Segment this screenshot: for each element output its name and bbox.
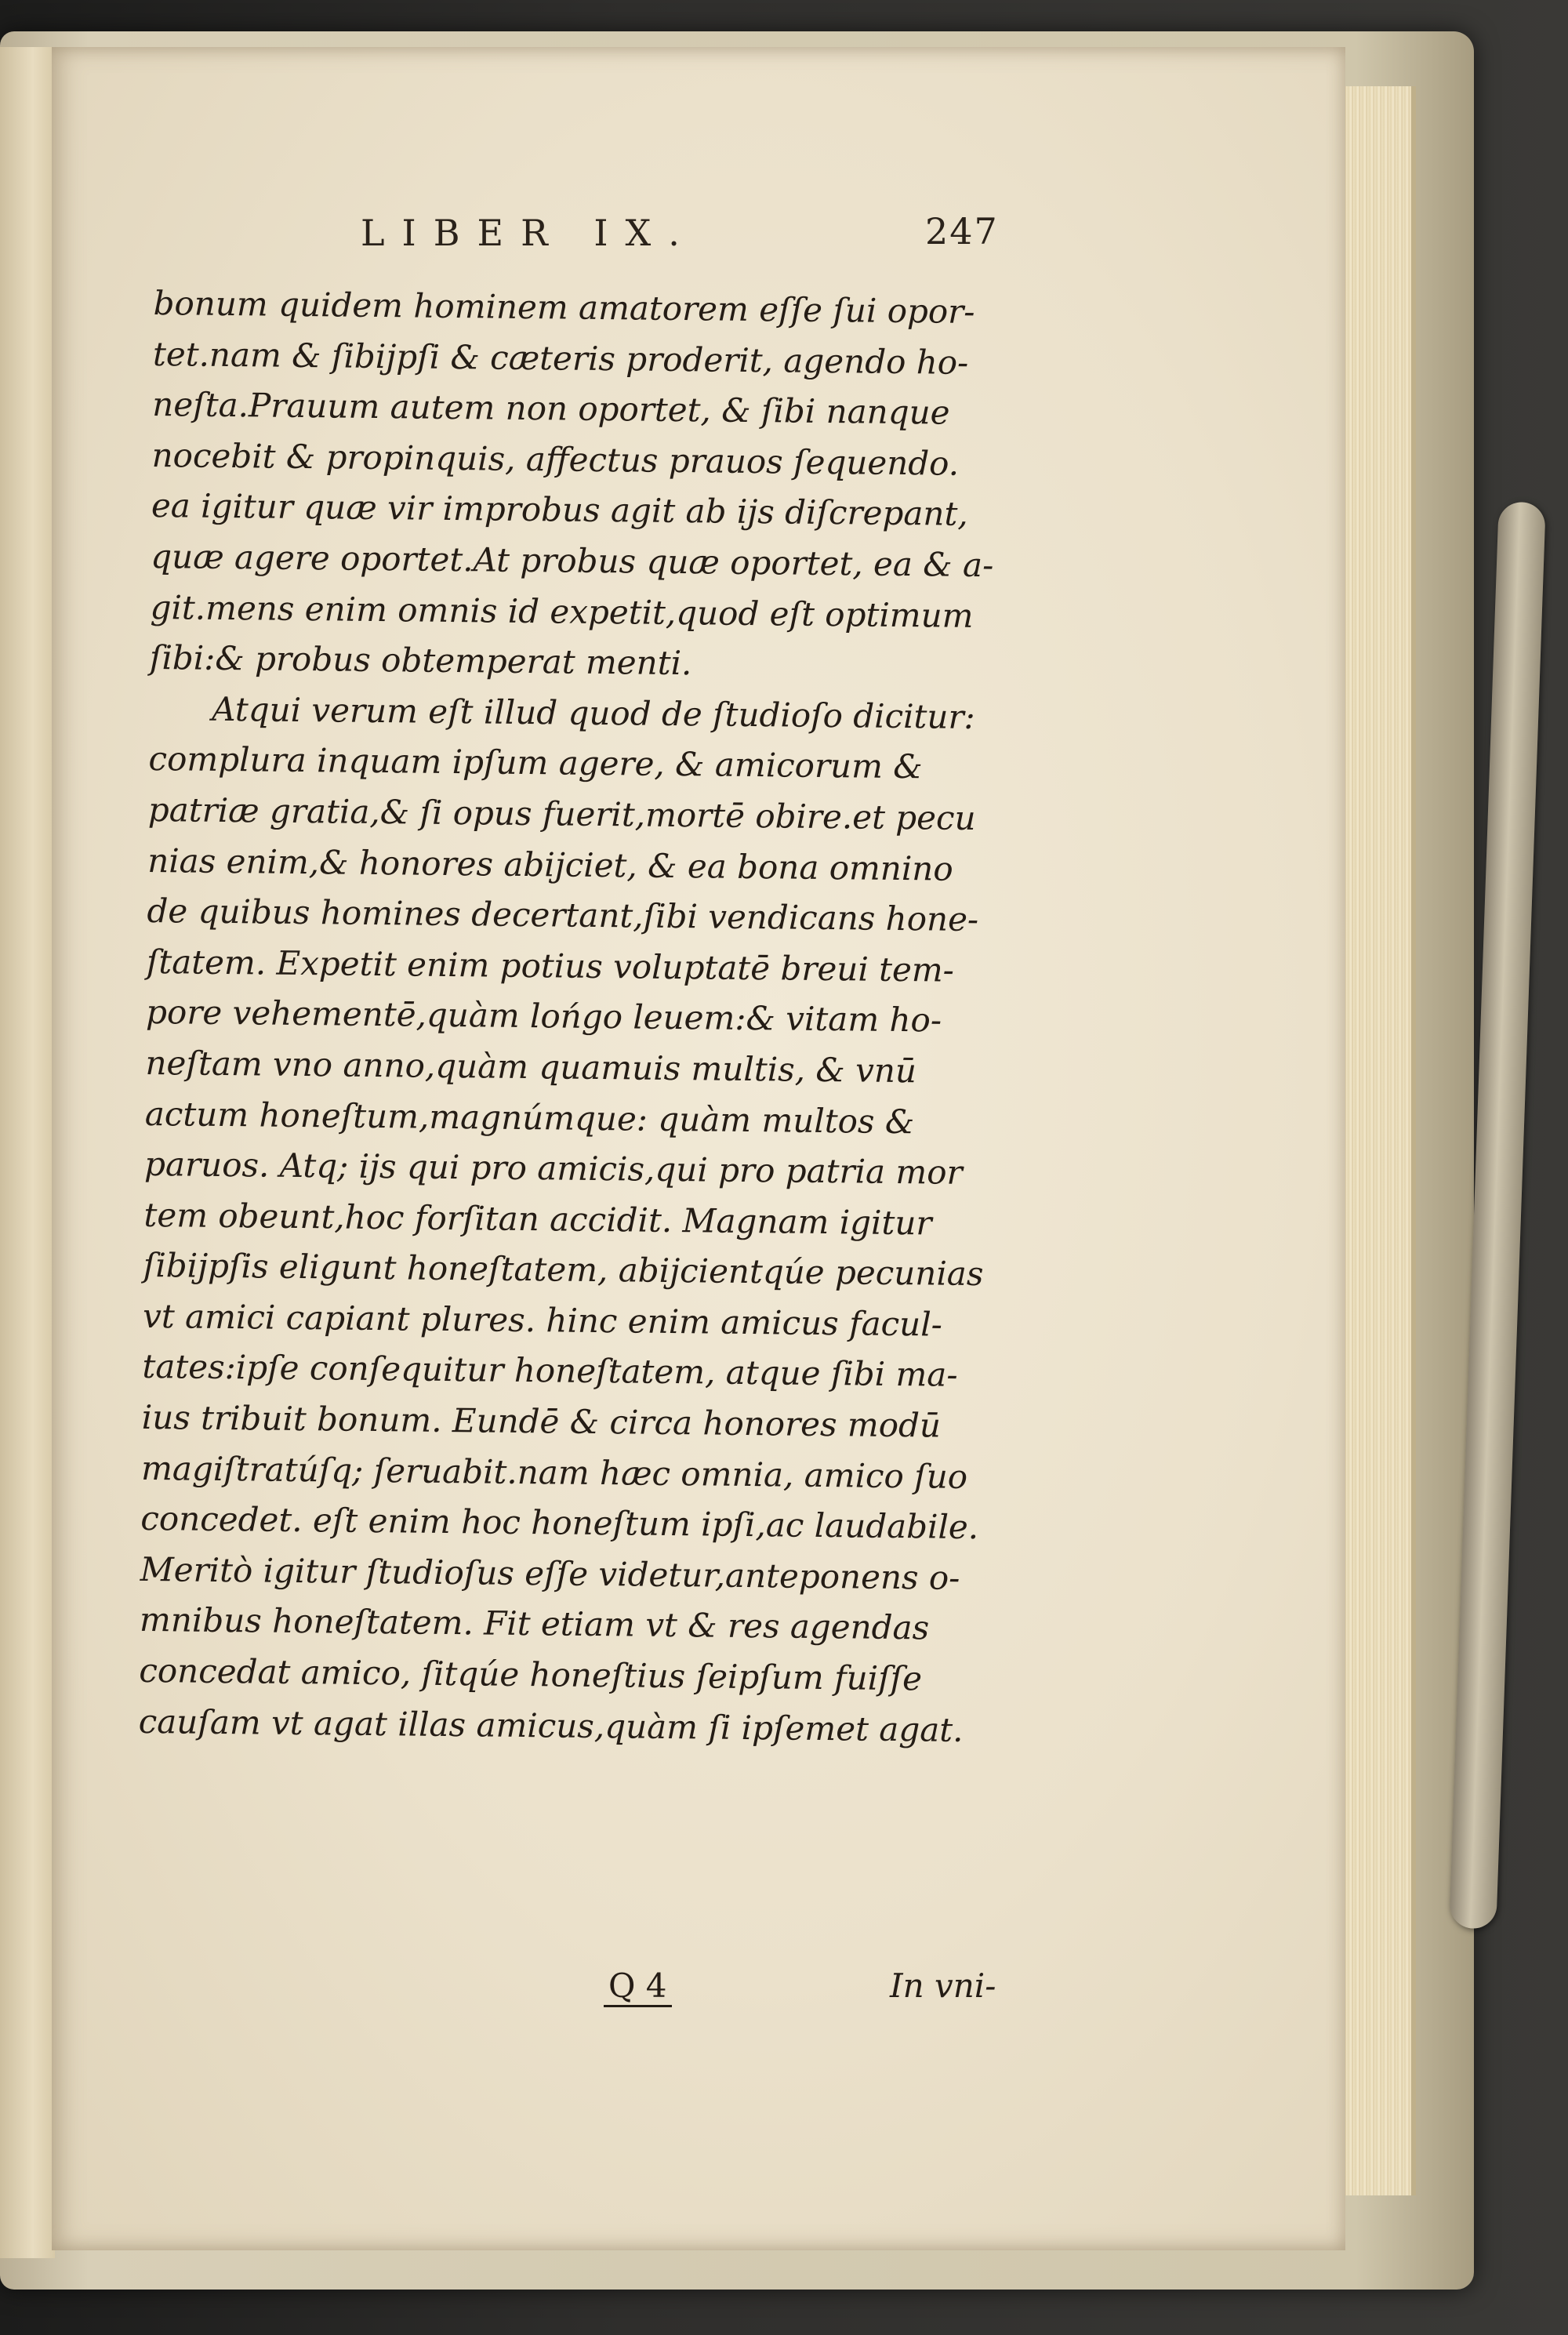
text-line: ea igitur quæ vir improbus agit ab ijs diſcrepant,	[151, 486, 968, 534]
text-line: vt amici capiant plures. hinc enim amicus facul-	[142, 1296, 943, 1344]
text-line: ius tribuit bonum. Eundē & circa honores modū	[141, 1397, 942, 1445]
text-line: bonum quidem hominem amatorem eſſe ſui opor-	[153, 283, 975, 331]
text-line: complura inquam ipſum agere, & amicorum &	[148, 739, 923, 786]
text-line: neſtam vno anno,quàm quamuis multis, & vnū	[145, 1043, 917, 1091]
page-number: 247	[925, 210, 999, 252]
page-footer	[604, 1966, 1027, 2014]
text-line: de quibus homines decertant,ſibi vendicans hone-	[147, 892, 979, 939]
text-line: ſibijpſis eligunt honeſtatem, abijcientqúe pecunias	[143, 1246, 984, 1294]
text-line: magiſtratúſq; ſeruabit.nam hæc omnia, amico ſuo	[140, 1448, 968, 1496]
text-line: nias enim,& honores abijciet, & ea bona omnino	[147, 841, 953, 888]
text-line: nocebit & propinquis, affectus prauos ſequendo.	[151, 435, 960, 483]
paragraph-start-line: Atqui verum eſt illud quod de ſtudioſo dicitur:	[211, 689, 975, 736]
text-line: concedet. eſt enim hoc honeſtum ipſi,ac laudabile.	[140, 1499, 979, 1547]
text-line: cauſam vt agat illas amicus,quàm ſi ipſemet agat.	[138, 1701, 964, 1749]
text-line: pore vehementē,quàm lońgo leuem:& vitam ho-	[145, 993, 942, 1040]
text-line: tem obeunt,hoc forſitan accidit. Magnam igitur	[143, 1195, 932, 1243]
text-line: tates:ipſe conſequitur honeſtatem, atque ſibi ma-	[142, 1347, 958, 1395]
text-line: mnibus honeſtatem. Fit etiam vt & res agendas	[139, 1600, 930, 1647]
previous-page-edge	[0, 47, 55, 2258]
text-line: neſta.Prauum autem non oportet, & ſibi nanque	[152, 385, 950, 432]
text-line: ſtatem. Expetit enim potius voluptatē breui tem-	[146, 942, 955, 990]
text-line: git.mens enim omnis id expetit,quod eſt optimum	[150, 587, 974, 635]
running-title: LIBER IX.	[361, 212, 697, 254]
signature-mark: Q 4	[604, 1966, 672, 2007]
text-line: quæ agere oportet.At probus quæ oportet, ea & a-	[151, 536, 994, 585]
catchword: In vni-	[890, 1966, 996, 2005]
text-line: Meritò igitur ſtudioſus eſſe videtur,anteponens o-	[140, 1549, 960, 1597]
text-line: paruos. Atq; ijs qui pro amicis,qui pro patria mor	[143, 1145, 963, 1192]
text-line: tet.nam & ſibijpſi & cæteris proderit, agendo ho-	[152, 334, 969, 382]
text-line: patriæ gratia,& ſi opus fuerit,mortē obire.et pecu	[147, 790, 976, 837]
text-line: concedat amico, ſitqúe honeſtius ſeipſum fuiſſe	[139, 1650, 923, 1698]
text-line: actum honeſtum,magnúmque: quàm multos &	[144, 1094, 915, 1141]
body-text	[138, 278, 1024, 1756]
text-line: ſibi:& probus obtemperat menti.	[149, 638, 692, 683]
